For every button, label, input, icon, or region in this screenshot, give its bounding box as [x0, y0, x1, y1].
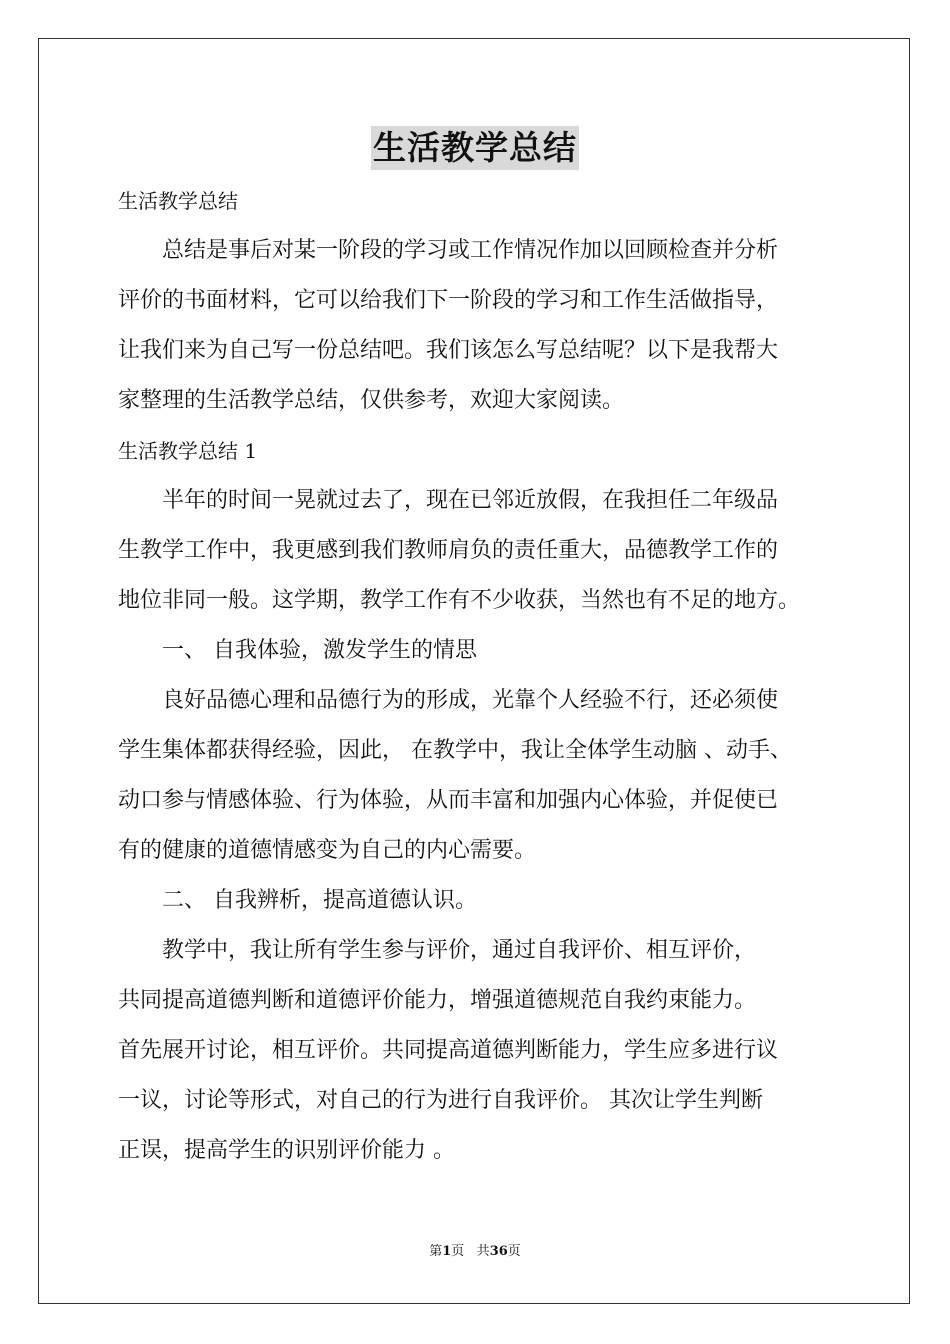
- paragraph-line: 首先展开讨论，相互评价。共同提高道德判断能力，学生应多进行议: [118, 1038, 779, 1063]
- document-title: 生活教学总结: [371, 126, 579, 170]
- page-number: 1: [442, 1244, 452, 1259]
- paragraph-line: 让我们来为自己写一份总结吧。我们该怎么写总结呢？以下是我帮大: [118, 338, 779, 363]
- paragraph-line: 家整理的生活教学总结，仅供参考，欢迎大家阅读。: [118, 388, 625, 413]
- total-pages: 36: [489, 1244, 508, 1259]
- paragraph-line: 动口参与情感体验、行为体验，从而丰富和加强内心体验，并促使已: [118, 788, 779, 813]
- page-prefix: 第: [429, 1244, 443, 1259]
- page-suffix: 页: [451, 1244, 465, 1259]
- paragraph-line: 共同提高道德判断和道德评价能力，增强道德规范自我约束能力。: [118, 988, 757, 1013]
- section-heading: 生活教学总结 1: [118, 439, 258, 463]
- paragraph-line: 半年的时间一晃就过去了，现在已邻近放假，在我担任二年级品: [162, 488, 779, 513]
- paragraph-line: 有的健康的道德情感变为自己的内心需要。: [118, 838, 537, 863]
- title-container: [0, 126, 950, 170]
- paragraph-line: 评价的书面材料，它可以给我们下一阶段的学习和工作生活做指导，: [118, 288, 779, 313]
- total-suffix: 页: [507, 1244, 521, 1259]
- paragraph-line: 学生集体都获得经验，因此， 在教学中，我让全体学生动脑 、动手、: [118, 738, 792, 763]
- subsection-heading: 一、 自我体验，激发学生的情思: [162, 638, 477, 663]
- paragraph-line: 总结是事后对某一阶段的学习或工作情况作加以回顾检查并分析: [162, 238, 779, 263]
- paragraph-line: 教学中，我让所有学生参与评价，通过自我评价、相互评价，: [162, 938, 757, 963]
- subsection-heading: 二、 自我辨析，提高道德认识。: [162, 888, 477, 913]
- paragraph-line: 地位非同一般。这学期，教学工作有不少收获，当然也有不足的地方。: [118, 588, 801, 613]
- total-prefix: 共: [476, 1244, 490, 1259]
- paragraph-line: 正误，提高学生的识别评价能力 。: [118, 1138, 455, 1163]
- paragraph-line: 良好品德心理和品德行为的形成，光靠个人经验不行，还必须使: [162, 688, 779, 713]
- paragraph-line: 一议，讨论等形式，对自己的行为进行自我评价。 其次让学生判断: [118, 1088, 763, 1113]
- subtitle: 生活教学总结: [118, 189, 238, 213]
- page-footer: [0, 1243, 950, 1261]
- paragraph-line: 生教学工作中，我更感到我们教师肩负的责任重大，品德教学工作的: [118, 538, 779, 563]
